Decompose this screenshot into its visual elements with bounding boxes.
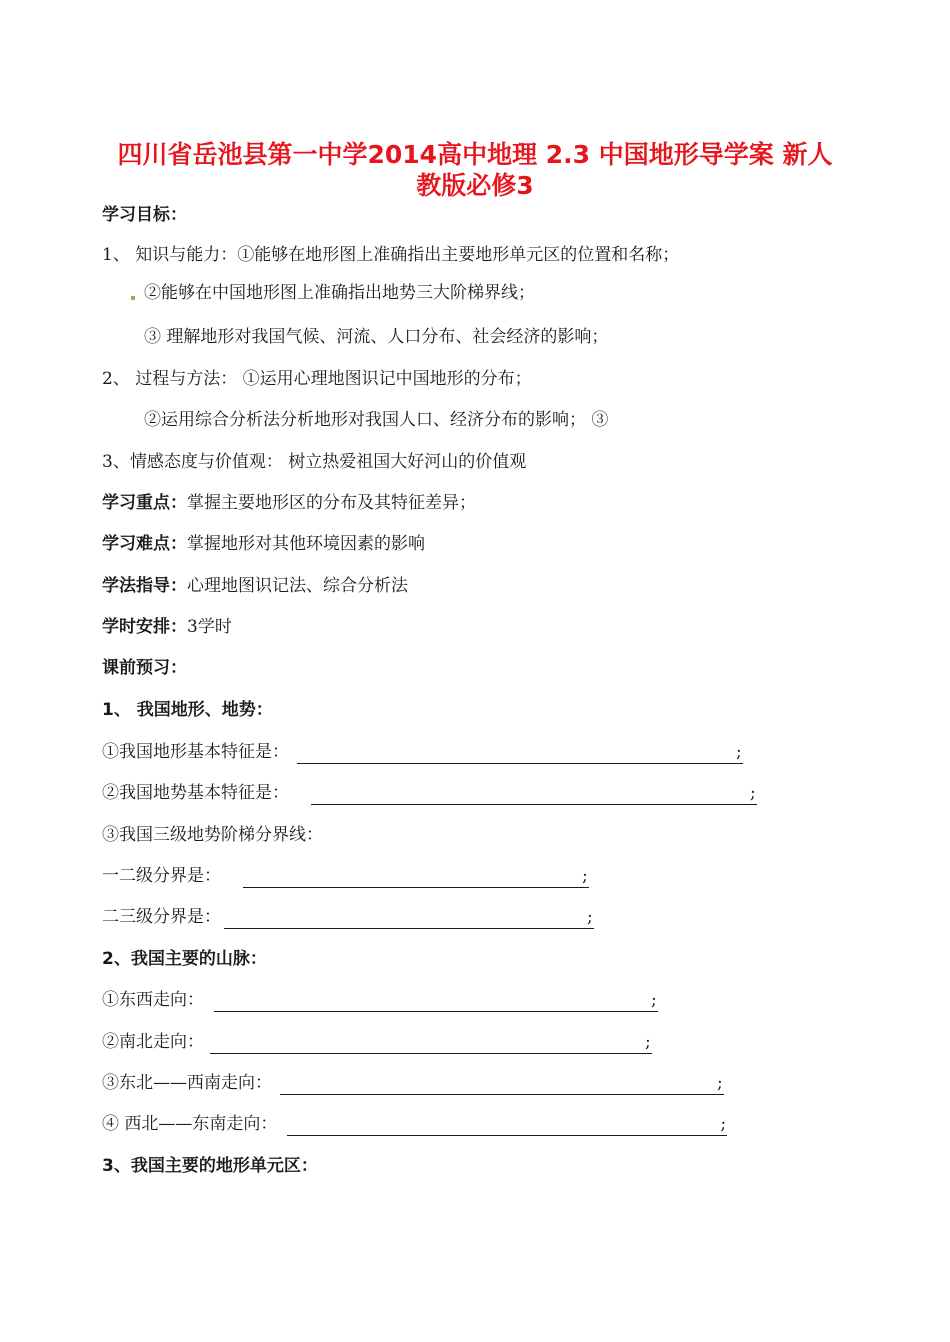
question-label: ②南北走向： [102, 1032, 204, 1052]
question-second-boundary [102, 906, 594, 929]
difficulties-label: 学习难点： [102, 534, 187, 554]
question-north-south [102, 1031, 652, 1054]
answer-blank[interactable] [297, 745, 735, 764]
answer-blank[interactable] [210, 1035, 644, 1054]
objective-item-2b: ②运用综合分析法分析地形对我国人口、经济分布的影响； ③ [144, 410, 609, 430]
question-east-west [102, 989, 658, 1012]
semicolon: ; [587, 907, 593, 927]
section-1-heading: 1、 我国地形、地势： [102, 700, 273, 720]
semicolon: ; [645, 1032, 651, 1052]
schedule-row [102, 616, 232, 638]
question-label: 一二级分界是： [102, 866, 221, 886]
semicolon: ; [750, 783, 756, 803]
difficulties-text: 掌握地形对其他环境因素的影响 [187, 534, 425, 554]
answer-blank[interactable] [243, 869, 581, 888]
objective-item-1: 1、 知识与能力：①能够在地形图上准确指出主要地形单元区的位置和名称； [102, 245, 680, 265]
key-points-text: 掌握主要地形区的分布及其特征差异； [187, 493, 476, 513]
difficulties-row [102, 533, 425, 555]
objectives-heading: 学习目标： [102, 205, 187, 225]
semicolon: ; [582, 866, 588, 886]
question-staircase-lines: ③我国三级地势阶梯分界线： [102, 825, 323, 845]
preview-heading: 课前预习： [102, 658, 187, 678]
title-line-1: 四川省岳池县第一中学2014高中地理 2.3 中国地形导学案 新人 [117, 140, 833, 169]
objective-item-1c: ③ 理解地形对我国气候、河流、人口分布、社会经济的影响； [144, 327, 609, 347]
question-label: ①我国地形基本特征是： [102, 742, 289, 762]
section-3-heading: 3、我国主要的地形单元区： [102, 1156, 318, 1176]
answer-blank[interactable] [224, 910, 586, 929]
method-row [102, 575, 408, 597]
question-label: ②我国地势基本特征是： [102, 783, 289, 803]
semicolon: ; [736, 742, 742, 762]
schedule-text: 3学时 [187, 617, 232, 637]
semicolon: ; [651, 990, 657, 1010]
key-points-row [102, 492, 476, 514]
method-text: 心理地图识记法、综合分析法 [187, 576, 408, 596]
method-label: 学法指导： [102, 576, 187, 596]
semicolon: ; [720, 1114, 727, 1134]
question-terrain-feature [102, 741, 743, 764]
question-label: ④ 西北——东南走向： [102, 1114, 278, 1134]
title-line-2: 教版必修3 [416, 171, 534, 200]
question-label: ③东北——西南走向： [102, 1073, 272, 1093]
answer-blank[interactable] [311, 786, 749, 805]
schedule-label: 学时安排： [102, 617, 187, 637]
key-points-label: 学习重点： [102, 493, 187, 513]
question-northeast-southwest [102, 1072, 724, 1095]
answer-blank[interactable] [287, 1117, 719, 1136]
answer-blank[interactable] [214, 993, 650, 1012]
question-label: ①东西走向： [102, 990, 204, 1010]
objective-item-3: 3、情感态度与价值观： 树立热爱祖国大好河山的价值观 [102, 452, 527, 472]
question-first-boundary [102, 865, 589, 888]
question-elevation-feature [102, 782, 757, 805]
question-label: 二三级分界是： [102, 907, 221, 927]
objective-item-1b: ②能够在中国地形图上准确指出地势三大阶梯界线； [144, 283, 535, 303]
question-northwest-southeast [102, 1113, 727, 1136]
semicolon: ; [717, 1073, 723, 1093]
answer-blank[interactable] [280, 1076, 716, 1095]
section-2-heading: 2、我国主要的山脉： [102, 949, 267, 969]
bullet-marker [131, 296, 135, 300]
objective-item-2: 2、 过程与方法： ①运用心理地图识记中国地形的分布； [102, 369, 532, 389]
